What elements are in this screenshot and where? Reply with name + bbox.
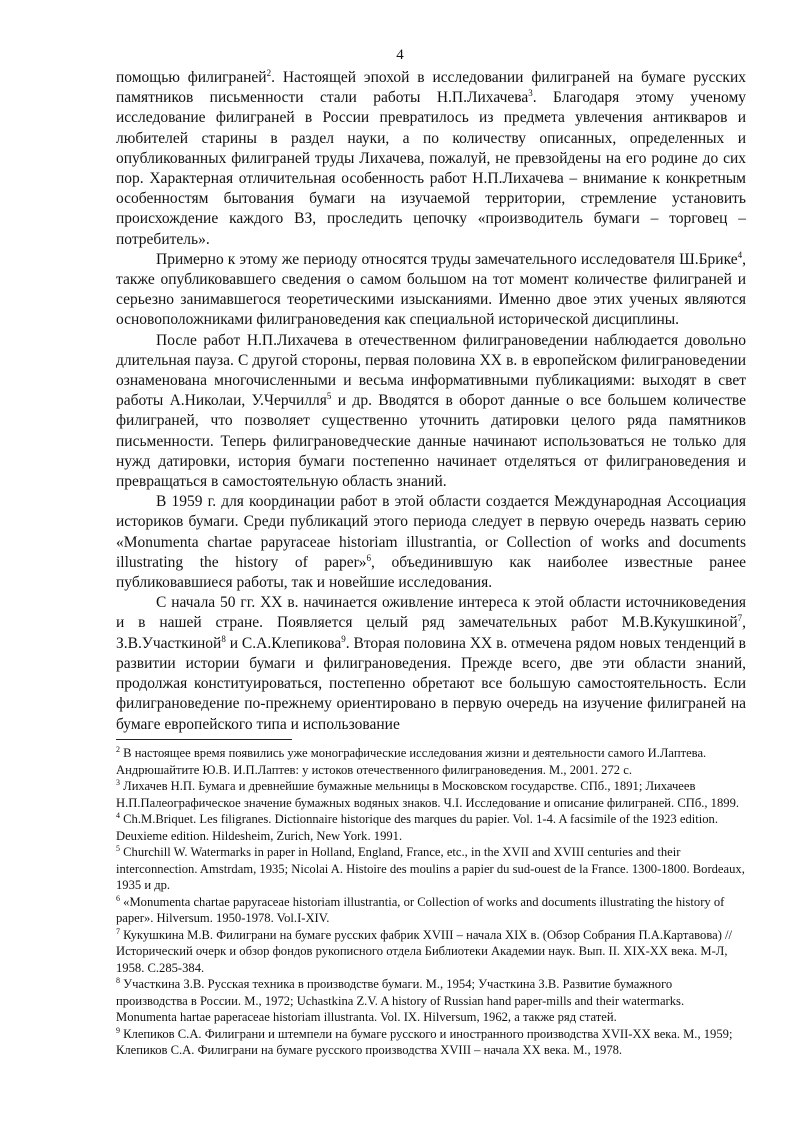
- footnote-text: Churchill W. Watermarks in paper in Holland, England, France, etc., in the XVII and XVIII centuries and their interconnection. Amstrdam, 1935; Nicolai A. Histoire des moulins a papier du sud-ouest de la France. 1300-1800. Bordeaux, 1935 и др.: [116, 845, 745, 892]
- footnote-text: Участкина З.В. Русская техника в производстве бумаги. М., 1954; Участкина З.В. Развитие бумажного производства в России. М., 1972; Uchastkina Z.V. A history of Russian hand paper-mills and their watermarks. Monumenta hartae paperaceae historiam illustranta. Vol. IX. Hilversum, 1962, а также ряд статей.: [116, 977, 685, 1024]
- footnote-ref: 9: [341, 633, 346, 644]
- footnote-ref: 3: [528, 88, 533, 99]
- footnote: [116, 976, 746, 1026]
- footnote-number: 2: [116, 744, 120, 754]
- footnote-ref: 5: [326, 391, 332, 402]
- footnote: [116, 844, 746, 894]
- footnote-text: В настоящее время появились уже монографические исследования жизни и деятельности самого И.Лаптева. Андрюшайтите Ю.В. И.П.Лаптев: у истоков отечественного филиграноведения. М., 2001. 272 с.: [116, 746, 707, 777]
- text-run: , также опубликовавшего сведения о самом большом на тот момент количестве филиграней и серьезно занимавшегося теоретическими изысканиями. Именно двое этих ученых являются основоположниками филиграноведения как специальной исторической дисциплины.: [116, 250, 746, 329]
- text-run: , объединившую как наиболее известные ранее публиковавшиеся работы, так и новейшие исследования.: [116, 553, 746, 592]
- footnote-number: 8: [116, 975, 120, 985]
- footnote: [116, 778, 746, 811]
- footnote-text: «Monumenta chartae papyraceae historiam illustrantia, or Collection of works and documents illustrating the history of paper». Hilversum. 1950-1978. Vol.I-XIV.: [116, 894, 725, 925]
- paragraph-5: [116, 593, 746, 734]
- footnote: [116, 927, 746, 977]
- footnote: [116, 1026, 746, 1059]
- footnotes: [116, 745, 746, 1059]
- page-number: 4: [396, 47, 404, 63]
- footnote-text: Кукушкина М.В. Филиграни на бумаге русских фабрик XVIII – начала XIX в. (Обзор Собрания П.А.Картавова) // Исторический очерк и обзор фондов рукописного отдела Библиотеки Академии наук. Вып. II. XIX-XX века. М-Л, 1958. С.285-384.: [116, 927, 733, 975]
- text-run: помощью филиграней: [116, 69, 267, 86]
- footnote-ref: 6: [366, 552, 372, 563]
- footnote-text: Лихачев Н.П. Бумага и древнейшие бумажные мельницы в Московском государстве. СПб., 1891; Лихачеев Н.П.Палеографическое значение бумажных водяных знаков. Ч.I. Исследование и описание филиграней. СПб., 1899.: [116, 779, 740, 810]
- footnote-number: 3: [116, 777, 120, 787]
- text-run: . Вторая половина XX в. отмечена рядом новых тенденций в развитии истории бумаги и филиграноведения. Прежде всего, две эти области знаний, продолжая конституироваться, постепенно обретают все большую самостоятельность. Если филиграноведение по-прежнему ориентировано в первую очередь на изучение филиграней на бумаге европейского типа и использование: [116, 634, 747, 733]
- footnote-ref: 7: [737, 613, 743, 624]
- footnote-number: 9: [116, 1025, 120, 1035]
- footnote-number: 6: [116, 893, 120, 903]
- footnote-ref: 2: [266, 67, 272, 78]
- footnote-ref: 4: [737, 249, 743, 260]
- text-run: и С.А.Клепикова: [225, 634, 342, 652]
- footnote: [116, 894, 746, 927]
- footnote-ref: 8: [221, 633, 226, 644]
- text-run: и др. Вводятся в оборот данные о все большем количестве филиграней, что позволяет существенно уточнить датировки целого ряда памятников письменности. Теперь филиграноведческие данные начинают использоваться не только для нужд датировки, история бумаги постепенно начинает отделяться от филиграноведения и превращаться в самостоятельную область знаний.: [116, 392, 746, 491]
- text-run: После работ Н.П.Лихачева в отечественном филиграноведении наблюдается довольно длительная пауза. С другой стороны, первая половина XX в. в европейском филиграноведении ознаменована многочисленными и весьма информативными публикациями: выходят в свет работы А.Николаи, У.Черчилля: [116, 331, 746, 410]
- paragraph-1: [116, 68, 746, 250]
- text-run: . Благодаря этому ученому исследование филиграней в России превратилось из предмета увлечения антикваров и любителей старины в раздел науки, а по количеству описанных, определенных и опубликованных филиграней труды Лихачева, пожалуй, не превзойдены на его родине до сих пор. Характерная отличительная особенность работ Н.П.Лихачева – внимание к конкретным особенностям бытования бумаги на изучаемой территории, стремление установить происхождение каждого ВЗ, проследить цепочку «производитель бумаги – торговец – потребитель».: [116, 89, 747, 248]
- footnote-text: Ch.M.Briquet. Les filigranes. Dictionnaire historique des marques du papier. Vol. 1-4. A facsimile of the 1923 edition. Deuxieme edition. Hildesheim, Zurich, New York. 1991.: [116, 812, 718, 843]
- footnote-text: Клепиков С.А. Филиграни и штемпели на бумаге русского и иностранного производства XVII-XX века. М., 1959; Клепиков С.А. Филиграни на бумаге русского производства XVIII – начала XX века. М., 1978.: [116, 1026, 733, 1057]
- paragraph-3: [116, 331, 746, 493]
- body-text: [116, 68, 746, 735]
- text-run: Примерно к этому же периоду относятся труды замечательного исследователя Ш.Брике: [156, 250, 738, 268]
- footnote-number: 5: [116, 843, 120, 853]
- paragraph-2: [116, 250, 746, 331]
- footnote: [116, 745, 746, 778]
- footnote: [116, 811, 746, 844]
- text-run: В 1959 г. для координации работ в этой области создается Международная Ассоциация историков бумаги. Среди публикаций этого периода следует в первую очередь назвать серию «Monumenta chartae papyraceae historiam illustrantia, or Collection of works and documents illustrating the history of paper»: [116, 493, 746, 571]
- footnote-number: 7: [116, 926, 120, 936]
- text-run: , З.В.Участкиной: [116, 614, 746, 652]
- text-run: . Настоящей эпохой в исследовании филиграней на бумаге русских памятников письменности стали работы Н.П.Лихачева: [116, 69, 747, 107]
- footnote-separator: [116, 739, 292, 740]
- text-run: С начала 50 гг. XX в. начинается оживление интереса к этой области источниковедения и в нашей стране. Появляется целый ряд замечательных работ М.В.Кукушкиной: [116, 594, 746, 632]
- paragraph-4: [116, 492, 746, 593]
- footnote-number: 4: [116, 810, 120, 820]
